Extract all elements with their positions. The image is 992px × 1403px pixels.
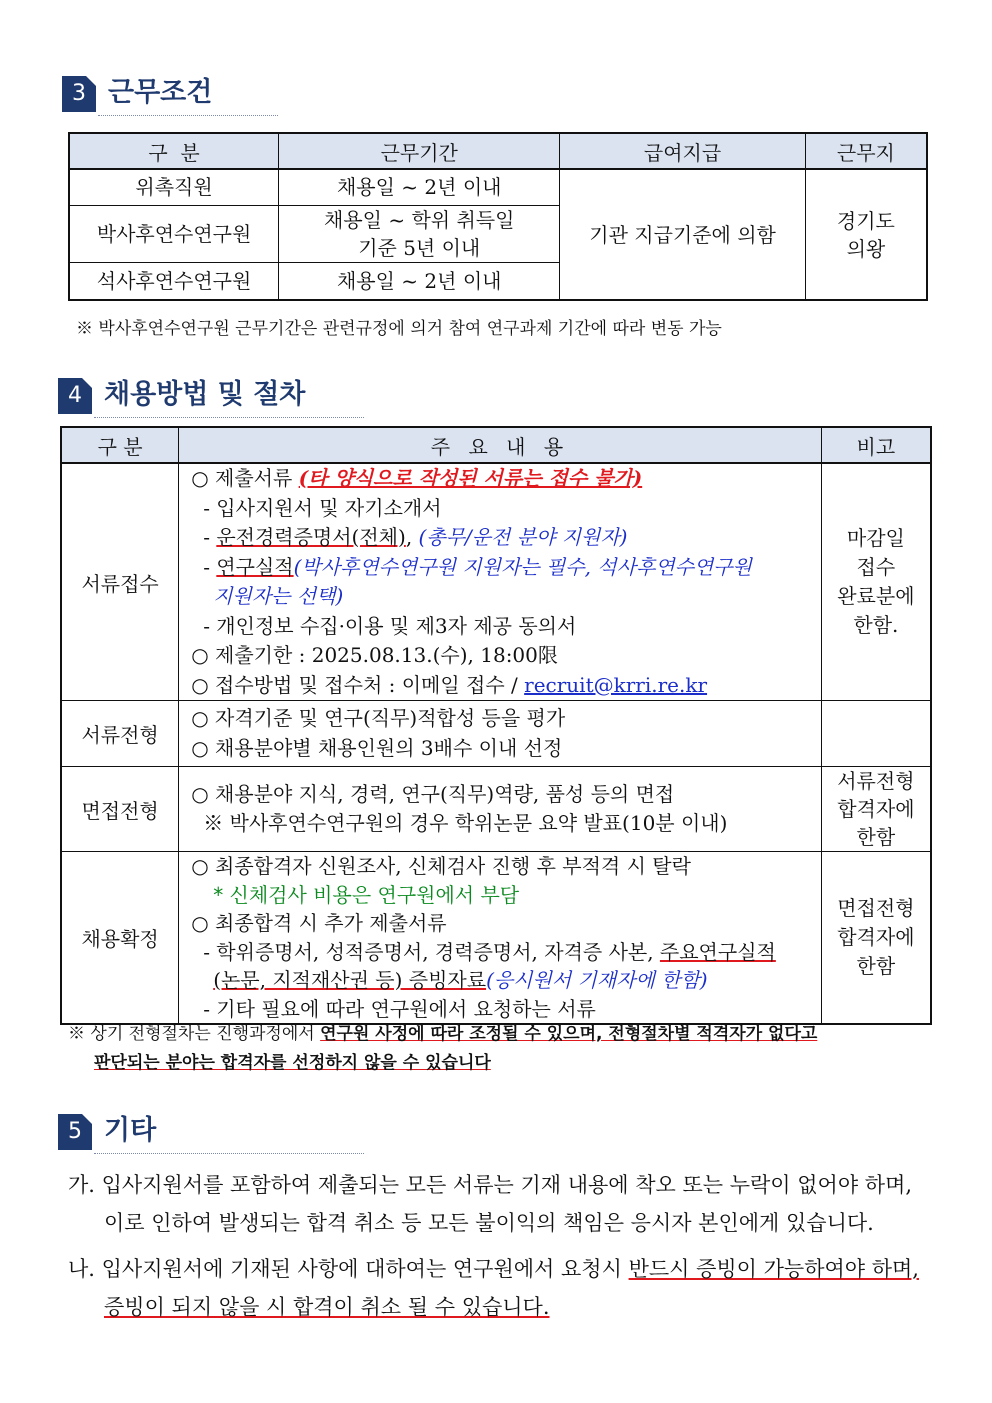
note-line: 면접전형 — [837, 896, 915, 920]
remark-bold-text: 연구원 사정에 따라 조정될 수 있으며, 전형절차별 적격자가 없다고 — [320, 1024, 818, 1044]
row-period — [279, 205, 560, 262]
salary-cell: 기관 지급기준에 의함 — [560, 169, 805, 300]
remark-line — [68, 1049, 817, 1078]
row-note — [821, 852, 931, 1025]
content-line: - 개인정보 수집·이용 및 제3자 제공 동의서 — [203, 613, 577, 638]
row-note — [821, 701, 931, 767]
location-line: 경기도 — [836, 208, 895, 233]
note-line: 접수 — [856, 555, 896, 579]
note-line: 합격자에 — [837, 925, 915, 949]
note-line: 합격자에 — [837, 797, 915, 821]
item-line — [68, 1250, 919, 1288]
note-line: 완료분에 — [837, 584, 915, 608]
row-period: 채용일 ~ 2년 이내 — [279, 262, 560, 300]
heading-underline — [94, 417, 364, 418]
note-text: (총무/운전 분야 지원자) — [418, 525, 628, 549]
row-category: 서류접수 — [61, 463, 179, 701]
period-line: 기준 5년 이내 — [358, 235, 481, 260]
header-category: 구 분 — [61, 427, 179, 463]
underlined-text: (논문, 지적재산권 등) 증빙자료 — [213, 968, 487, 992]
line-text: ○ 제출서류 — [191, 466, 299, 490]
content-line: - 입사지원서 및 자기소개서 — [203, 495, 442, 520]
row-category: 석사후연수연구원 — [69, 262, 279, 300]
line-text: ○ 접수방법 및 접수처 : 이메일 접수 / — [191, 672, 525, 697]
row-period: 채용일 ~ 2년 이내 — [279, 169, 560, 205]
remark-text: ※ 상기 전형절차는 진행과정에서 — [68, 1024, 321, 1044]
working-conditions-table — [68, 132, 928, 301]
content-line — [191, 553, 817, 583]
header-salary: 급여지급 — [560, 133, 805, 169]
section-3-remark: ※ 박사후연수연구원 근무기간은 관련규정에 의거 참여 연구과제 기간에 따라 변동 가능 — [76, 319, 722, 339]
heading-underline — [98, 115, 278, 116]
content-line — [191, 966, 817, 995]
row-content — [179, 463, 822, 701]
note-line: 마감일 — [846, 526, 905, 550]
table-row — [69, 169, 927, 205]
content-line: - 기타 필요에 따라 연구원에서 요청하는 서류 — [203, 996, 596, 1021]
row-content — [179, 701, 822, 767]
section-4-heading — [58, 378, 368, 414]
section-5-heading — [58, 1114, 368, 1150]
line-text: - — [203, 525, 217, 549]
line-text: - — [203, 554, 217, 579]
table-header-row — [61, 427, 931, 463]
row-content — [179, 767, 822, 852]
section-title: 근무조건 — [108, 77, 213, 108]
content-line: ○ 최종합격자 신원조사, 신체검사 진행 후 부적격 시 탈락 — [191, 854, 691, 878]
table-header-row — [69, 133, 927, 169]
header-location: 근무지 — [805, 133, 927, 169]
content-line: ○ 채용분야 지식, 경력, 연구(직무)역량, 품성 등의 면접 — [191, 781, 675, 806]
section-number: 5 — [58, 1114, 92, 1150]
content-line: ※ 박사후연수연구원의 경우 학위논문 요약 발표(10분 이내) — [203, 811, 728, 835]
recruitment-procedure-table — [60, 426, 932, 1025]
content-line — [191, 464, 817, 494]
row-category: 면접전형 — [61, 767, 179, 852]
content-line: * 신체검사 비용은 연구원에서 부담 — [213, 882, 520, 907]
item-b — [68, 1250, 919, 1326]
email-link[interactable]: recruit@krri.re.kr — [524, 672, 708, 697]
table-row-interview — [61, 767, 931, 852]
table-row-final-hiring — [61, 852, 931, 1025]
row-note — [821, 767, 931, 852]
row-content — [179, 852, 822, 1025]
content-line — [191, 938, 817, 967]
note-line: 한함 — [856, 825, 896, 849]
content-line — [191, 523, 817, 553]
heading-underline — [94, 1153, 364, 1154]
section-number: 4 — [58, 378, 92, 414]
remark-bold-text: 판단되는 분야는 합격자를 선정하지 않을 수 있습니다 — [94, 1053, 491, 1073]
section-title: 채용방법 및 절차 — [104, 379, 306, 410]
remark-line — [68, 1020, 817, 1049]
content-line — [191, 671, 817, 701]
warning-text: (타 양식으로 작성된 서류는 접수 불가) — [298, 466, 643, 490]
content-line: 지원자는 선택) — [213, 584, 344, 608]
period-line: 채용일 ~ 학위 취득일 — [324, 207, 515, 232]
content-line: ○ 채용분야별 채용인원의 3배수 이내 선정 — [191, 735, 563, 760]
row-category: 박사후연수연구원 — [69, 205, 279, 262]
item-line — [68, 1288, 919, 1326]
note-text: (박사후연수연구원 지원자는 필수, 석사후연수연구원 — [293, 554, 752, 579]
item-line: 가. 입사지원서를 포함하여 제출되는 모든 서류는 기재 내용에 착오 또는 누락이 없어야 하며, — [68, 1173, 913, 1197]
underlined-text: 주요연구실적 — [659, 939, 776, 964]
content-line: ○ 최종합격 시 추가 제출서류 — [191, 911, 447, 935]
location-cell — [805, 169, 927, 300]
note-text: (응시원서 기재자에 한함) — [486, 968, 708, 992]
note-line: 서류전형 — [837, 769, 915, 793]
underlined-text: 반드시 증빙이 가능하여야 하며, — [628, 1257, 919, 1281]
item-line: 이로 인하여 발생되는 합격 취소 등 모든 불이익의 책임은 응시자 본인에게 있습니다. — [104, 1211, 874, 1235]
header-content: 주 요 내 용 — [179, 427, 822, 463]
section-3-heading — [62, 76, 362, 112]
header-period: 근무기간 — [279, 133, 560, 169]
row-category: 서류전형 — [61, 701, 179, 767]
content-line: ○ 자격기준 및 연구(직무)적합성 등을 평가 — [191, 706, 566, 730]
table-row-document-submission — [61, 463, 931, 701]
section-number: 3 — [62, 76, 96, 112]
underlined-text: 운전경력증명서(전체) — [216, 525, 406, 549]
item-a — [68, 1166, 912, 1242]
location-line: 의왕 — [846, 236, 886, 261]
note-line: 한함 — [856, 954, 896, 978]
section-title: 기타 — [104, 1115, 157, 1146]
row-category: 위촉직원 — [69, 169, 279, 205]
content-line: ○ 제출기한 : 2025.08.13.(수), 18:00限 — [191, 643, 558, 667]
row-category: 채용확정 — [61, 852, 179, 1025]
header-note: 비고 — [821, 427, 931, 463]
header-category: 구 분 — [69, 133, 279, 169]
section-4-remark — [68, 1020, 817, 1078]
row-note — [821, 463, 931, 701]
item-text: 나. 입사지원서에 기재된 사항에 대하여는 연구원에서 요청시 — [68, 1257, 629, 1281]
underlined-text: 증빙이 되지 않을 시 합격이 취소 될 수 있습니다. — [104, 1295, 550, 1319]
line-text: - 학위증명서, 성적증명서, 경력증명서, 자격증 사본, — [203, 939, 660, 964]
table-row-document-screening — [61, 701, 931, 767]
line-text: , — [405, 525, 419, 549]
underlined-text: 연구실적 — [216, 554, 294, 579]
note-line: 한함. — [853, 613, 899, 637]
